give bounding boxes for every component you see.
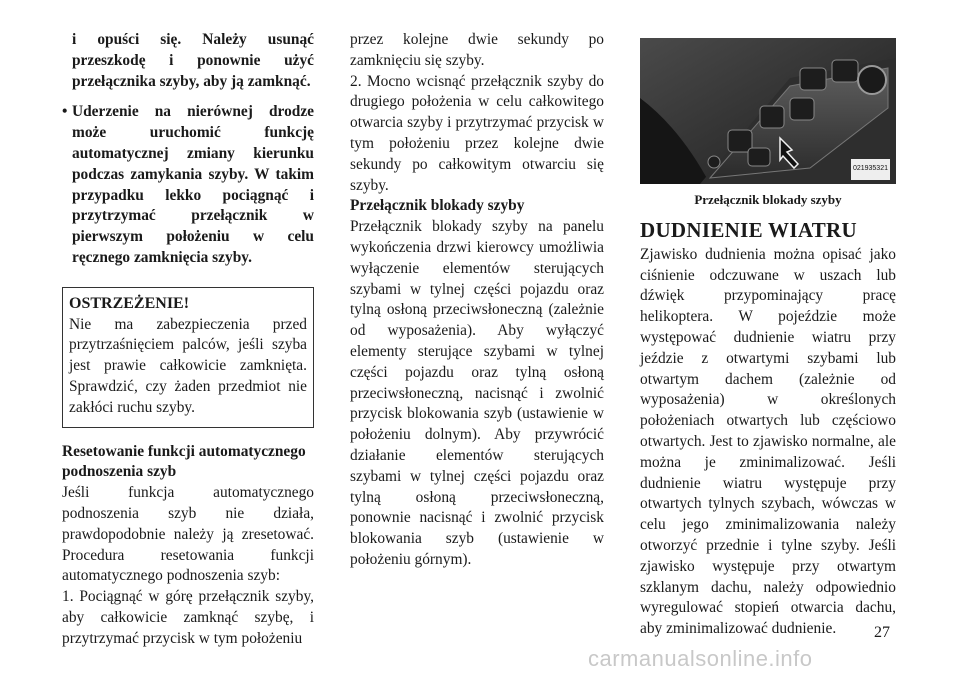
reset-step-1: 1. Pociągnąć w górę przełącznik szyby, aby całkowicie zamknąć szybę, i przytrzymać przycisk w tym położeniu — [62, 588, 314, 647]
reset-heading: Resetowanie funkcji automatycznego podnoszenia szyb — [62, 442, 306, 481]
reset-text: Jeśli funkcja automatycznego podnoszenia szyb nie działa, prawdopodobnie należy ją zresetować. Procedura resetowania funkcji automatycznego podnoszenia szyb: — [62, 484, 314, 585]
photo-caption: Przełącznik blokady szyby — [694, 192, 842, 207]
bullet-dot: • — [62, 103, 68, 121]
reset-step-2: 2. Mocno wcisnąć przełącznik szyby do drugiego położenia w celu całkowitego otwarcia szyby i przytrzymać przycisk w tym położeniu przez kolejne dwie sekundy po całkowitym otwarciu się szyby. — [350, 72, 604, 194]
column-right — [640, 38, 896, 640]
section-text: Zjawisko dudnienia można opisać jako ciśnienie odczuwane w uszach lub dźwięk przypominający pracę helikoptera. W pojeździe może występować dudnienie wiatru przy jeździe z otwartymi szybami lub otwartym dachem (zależnie od wyposażenia) w określonych położeniach otwartych lub częściowo otwartych. Jest to zjawisko normalne, ale można je zminimalizować. Jeśli dudnienie wiatru występuje przy otwartych tylnych szybach, wówczas w celu jego zminimalizowania należy otworzyć przednie i tylne szyby. Jeśli zjawisko występuje przy otwartym szklanym dachu, należy odpowiednio wyregulować stopień otwarcia dachu, aby zminimalizować dudnienie. — [640, 245, 896, 638]
column-middle — [350, 30, 604, 571]
warning-text: Nie ma zabezpieczenia przed przytrzaśnięciem palców, jeśli szyba jest prawie całkowicie zamknięta. Sprawdzić, czy żaden przedmiot nie zakłóci ruchu szyby. — [69, 315, 307, 416]
lock-text: Przełącznik blokady szyby na panelu wykończenia drzwi kierowcy umożliwia wyłączenie elementów sterujących szybami w tylnej części pojazdu oraz tylną osłoną przeciwsłoneczną (zależnie od wyposażenia). Aby wyłączyć elementy sterujące szybami w tylnej części pojazdu oraz tylną osłoną przeciwsłoneczną, nacisnąć i zwolnić przycisk blokowania szyb (ustawienie w położeniu dolnym). Aby przywrócić działanie elementów sterujących szybami w tylnej części pojazdu oraz tylną osłoną przeciwsłoneczną, ponownie nacisnąć i zwolnić przycisk blokowania szyb (ustawienie w położeniu górnym). — [350, 218, 604, 568]
warning-title: OSTRZEŻENIE! — [69, 294, 190, 312]
warning-box — [62, 287, 314, 428]
bullet-text: Uderzenie na nierównej drodze może uruchomić funkcję automatycznej zmiany kierunku podczas zamykania szyby. W takim przypadku lekko pociągnąć i przytrzymać przełącznik w pierwszym położeniu w celu ręcznego zamknięcia szyby. — [72, 103, 314, 266]
page-number: 27 — [874, 624, 890, 641]
watermark: carmanualsonline.info — [588, 646, 813, 671]
window-switch-photo — [640, 38, 896, 184]
section-heading: DUDNIENIE WIATRU — [640, 217, 857, 242]
bullet-item — [62, 102, 314, 268]
photo-code: 021935321 — [851, 159, 890, 180]
bullet-continuation: i opuści się. Należy usunąć przeszkodę i ponownie użyć przełącznika szyby, aby ją zamknąć. — [72, 31, 314, 90]
lock-heading: Przełącznik blokady szyby — [350, 197, 525, 215]
step-1-continuation: przez kolejne dwie sekundy po zamknięciu się szyby. — [350, 31, 604, 69]
column-left — [62, 30, 314, 650]
